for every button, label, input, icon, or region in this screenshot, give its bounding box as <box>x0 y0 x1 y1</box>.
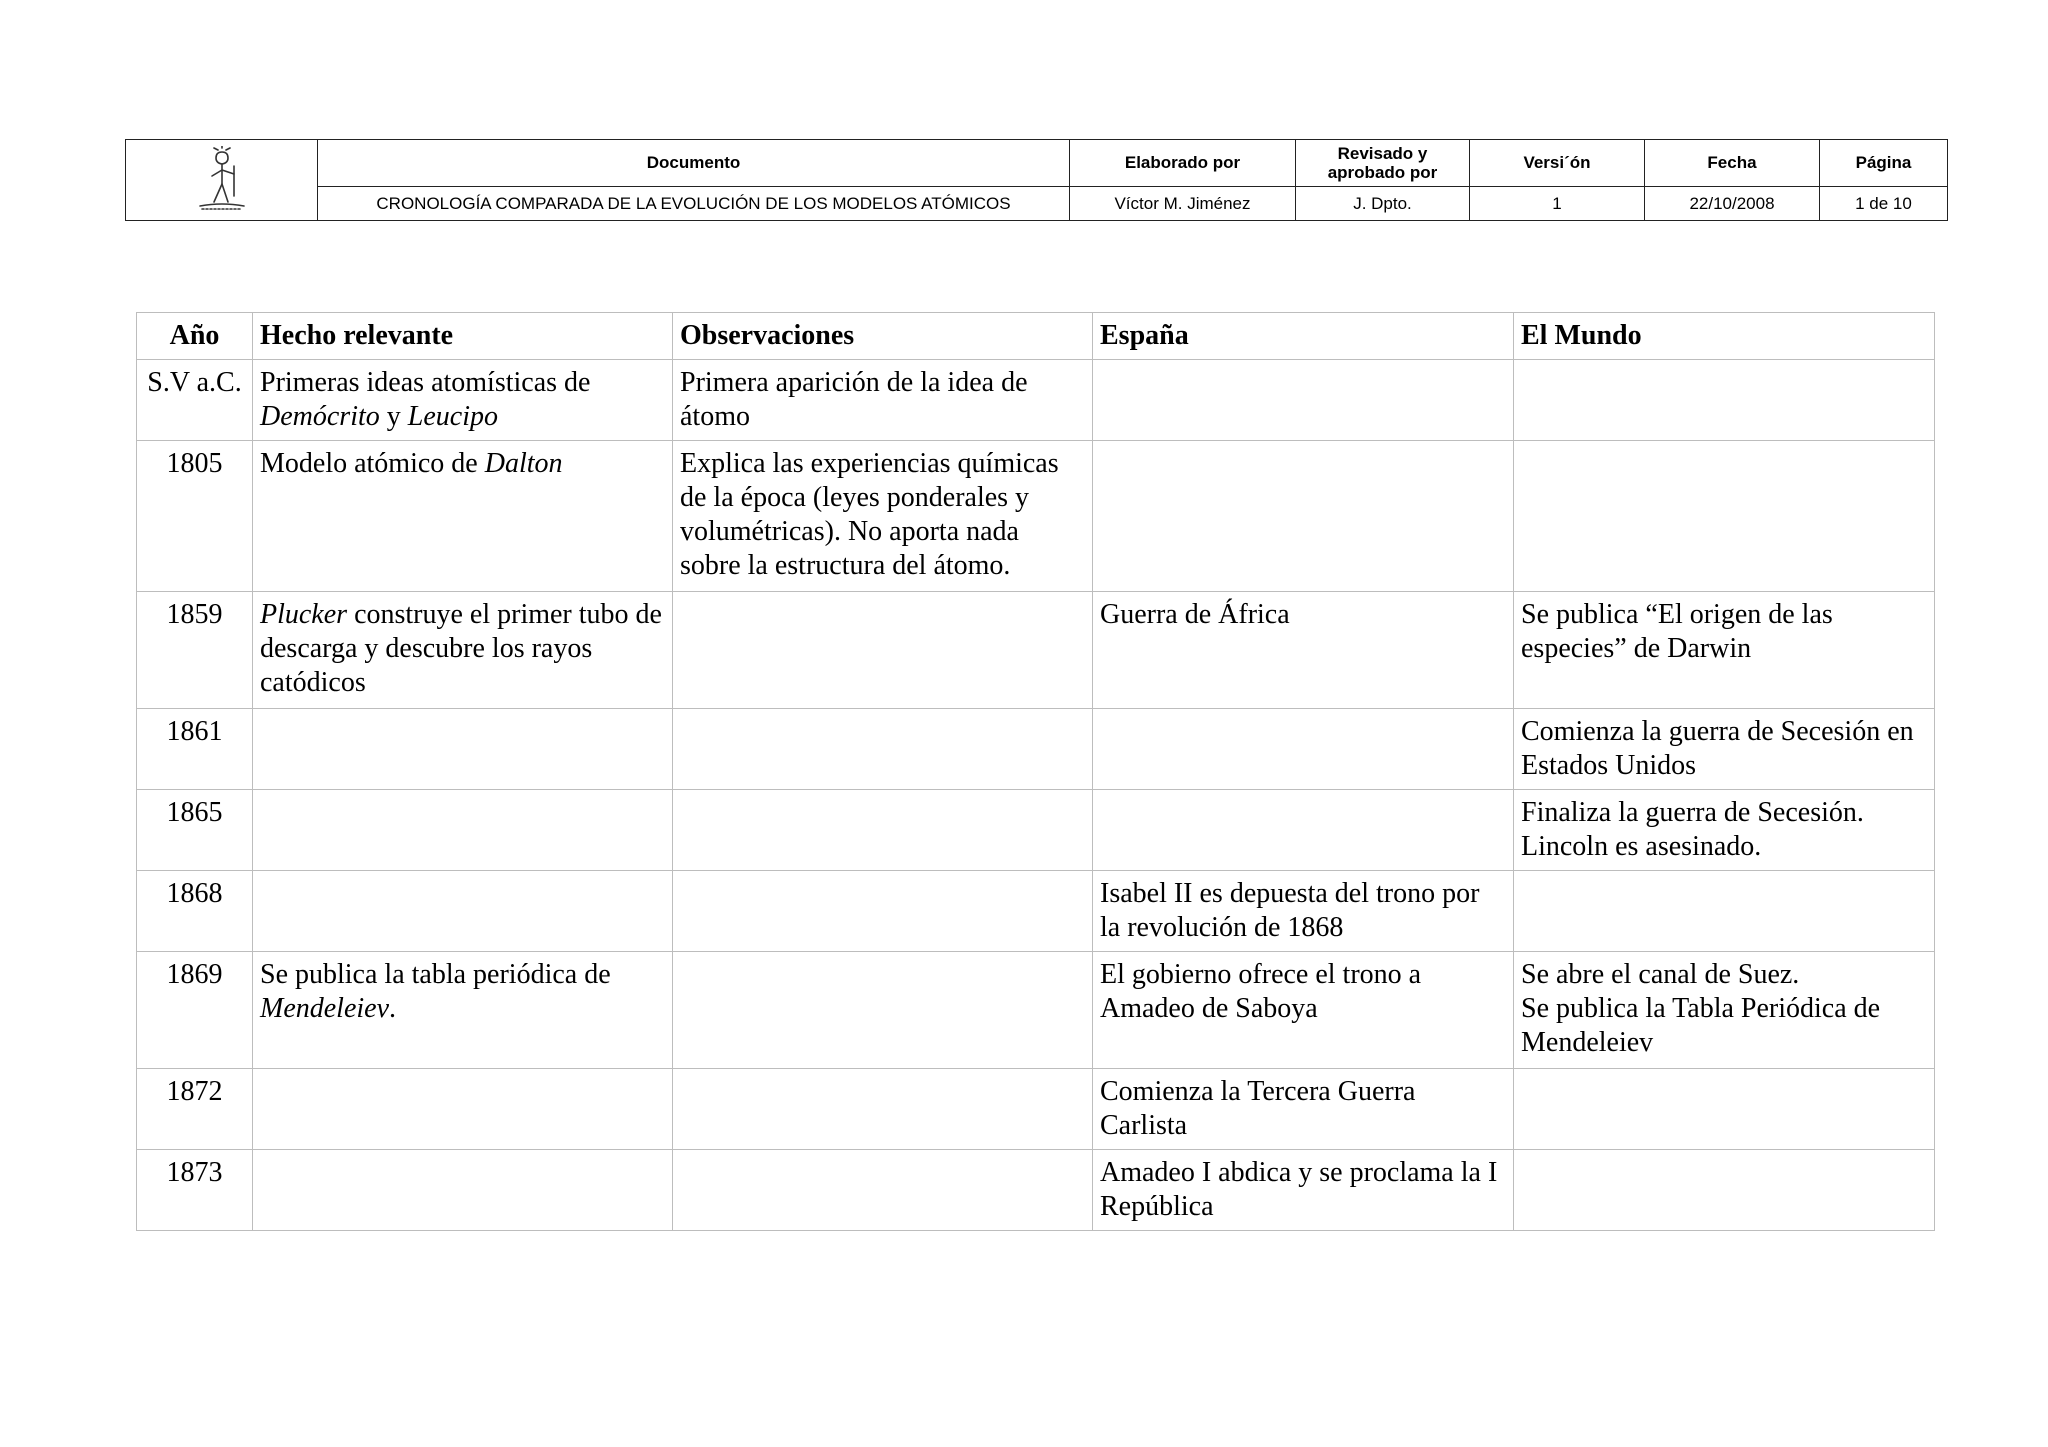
cell-mundo <box>1514 441 1935 592</box>
cell-espana <box>1093 441 1514 592</box>
table-body <box>137 360 1935 1231</box>
cell-espana: Amadeo I abdica y se proclama la I República <box>1093 1150 1514 1231</box>
table-row <box>137 1069 1935 1150</box>
cell-mundo <box>1514 871 1935 952</box>
chronology-table <box>136 312 1935 1231</box>
table-row <box>137 952 1935 1069</box>
cell-espana: Isabel II es depuesta del trono por la revolución de 1868 <box>1093 871 1514 952</box>
label-fecha: Fecha <box>1645 140 1820 187</box>
hecho-text: construye el primer tubo de descarga y descubre los rayos catódicos <box>260 599 662 698</box>
label-pagina: Página <box>1820 140 1948 187</box>
cell-observaciones: Primera aparición de la idea de átomo <box>673 360 1093 441</box>
cell-observaciones <box>673 592 1093 709</box>
col-header-observaciones: Observaciones <box>673 313 1093 360</box>
cell-mundo: Finaliza la guerra de Secesión. Lincoln es asesinado. <box>1514 790 1935 871</box>
cell-ano: 1873 <box>137 1150 253 1231</box>
value-documento: CRONOLOGÍA COMPARADA DE LA EVOLUCIÓN DE LOS MODELOS ATÓMICOS <box>318 186 1070 220</box>
cell-hecho <box>253 871 673 952</box>
hecho-text: Dalton <box>484 448 563 479</box>
cell-hecho <box>253 1150 673 1231</box>
cell-hecho <box>253 1069 673 1150</box>
col-header-espana: España <box>1093 313 1514 360</box>
col-header-mundo: El Mundo <box>1514 313 1935 360</box>
cell-espana: El gobierno ofrece el trono a Amadeo de Saboya <box>1093 952 1514 1069</box>
hecho-text: Plucker <box>260 599 348 630</box>
hecho-text: Mendeleiev <box>260 993 390 1024</box>
hecho-text: Leucipo <box>407 401 498 432</box>
table-row <box>137 592 1935 709</box>
cell-espana: Guerra de África <box>1093 592 1514 709</box>
label-elaborado-por: Elaborado por <box>1070 140 1296 187</box>
label-version: Versi´ón <box>1470 140 1645 187</box>
cell-ano: 1865 <box>137 790 253 871</box>
value-pagina: 1 de 10 <box>1820 186 1948 220</box>
cell-ano: 1861 <box>137 709 253 790</box>
cell-mundo <box>1514 360 1935 441</box>
hecho-text: Primeras ideas atomísticas de <box>260 367 591 398</box>
hecho-text: y <box>379 401 408 432</box>
value-revisado: J. Dpto. <box>1296 186 1470 220</box>
value-version: 1 <box>1470 186 1645 220</box>
cell-observaciones <box>673 1069 1093 1150</box>
cell-observaciones: Explica las experiencias químicas de la época (leyes ponderales y volumétricas). No aporta nada sobre la estructura del átomo. <box>673 441 1093 592</box>
cell-observaciones <box>673 1150 1093 1231</box>
cell-espana <box>1093 360 1514 441</box>
cell-mundo: Se abre el canal de Suez. Se publica la Tabla Periódica de Mendeleiev <box>1514 952 1935 1069</box>
cell-espana <box>1093 709 1514 790</box>
value-fecha: 22/10/2008 <box>1645 186 1820 220</box>
cell-ano: 1869 <box>137 952 253 1069</box>
label-revisado-line1: Revisado y <box>1337 143 1428 163</box>
cell-observaciones <box>673 790 1093 871</box>
table-row <box>137 1150 1935 1231</box>
table-row <box>137 441 1935 592</box>
cell-hecho <box>253 441 673 592</box>
cell-espana <box>1093 790 1514 871</box>
cell-hecho <box>253 709 673 790</box>
cell-observaciones <box>673 952 1093 1069</box>
cell-ano: 1805 <box>137 441 253 592</box>
cell-espana: Comienza la Tercera Guerra Carlista <box>1093 1069 1514 1150</box>
hecho-text: Demócrito <box>260 401 380 432</box>
table-row <box>137 871 1935 952</box>
document-header <box>125 139 1948 221</box>
table-row <box>137 360 1935 441</box>
cell-ano: S.V a.C. <box>137 360 253 441</box>
cell-hecho <box>253 952 673 1069</box>
table-header-row <box>137 313 1935 360</box>
logo-cell <box>126 140 318 221</box>
cell-mundo <box>1514 1150 1935 1231</box>
hecho-text: Modelo atómico de <box>260 448 485 479</box>
label-documento: Documento <box>318 140 1070 187</box>
cell-hecho <box>253 790 673 871</box>
cell-mundo: Se publica “El origen de las especies” de Darwin <box>1514 592 1935 709</box>
cell-ano: 1868 <box>137 871 253 952</box>
col-header-hecho: Hecho relevante <box>253 313 673 360</box>
cell-observaciones <box>673 871 1093 952</box>
cell-observaciones <box>673 709 1093 790</box>
cell-hecho <box>253 592 673 709</box>
cell-ano: 1872 <box>137 1069 253 1150</box>
table-row <box>137 709 1935 790</box>
table-row <box>137 790 1935 871</box>
hecho-text: . <box>389 993 397 1024</box>
value-elaborado-por: Víctor M. Jiménez <box>1070 186 1296 220</box>
cell-mundo <box>1514 1069 1935 1150</box>
label-revisado-aprobado <box>1296 140 1470 187</box>
cell-mundo: Comienza la guerra de Secesión en Estados Unidos <box>1514 709 1935 790</box>
cell-ano: 1859 <box>137 592 253 709</box>
col-header-ano: Año <box>137 313 253 360</box>
logo-icon <box>192 146 252 214</box>
hecho-text: Se publica la tabla periódica de <box>260 959 611 990</box>
cell-hecho <box>253 360 673 441</box>
label-revisado-line2: aprobado por <box>1327 162 1438 182</box>
